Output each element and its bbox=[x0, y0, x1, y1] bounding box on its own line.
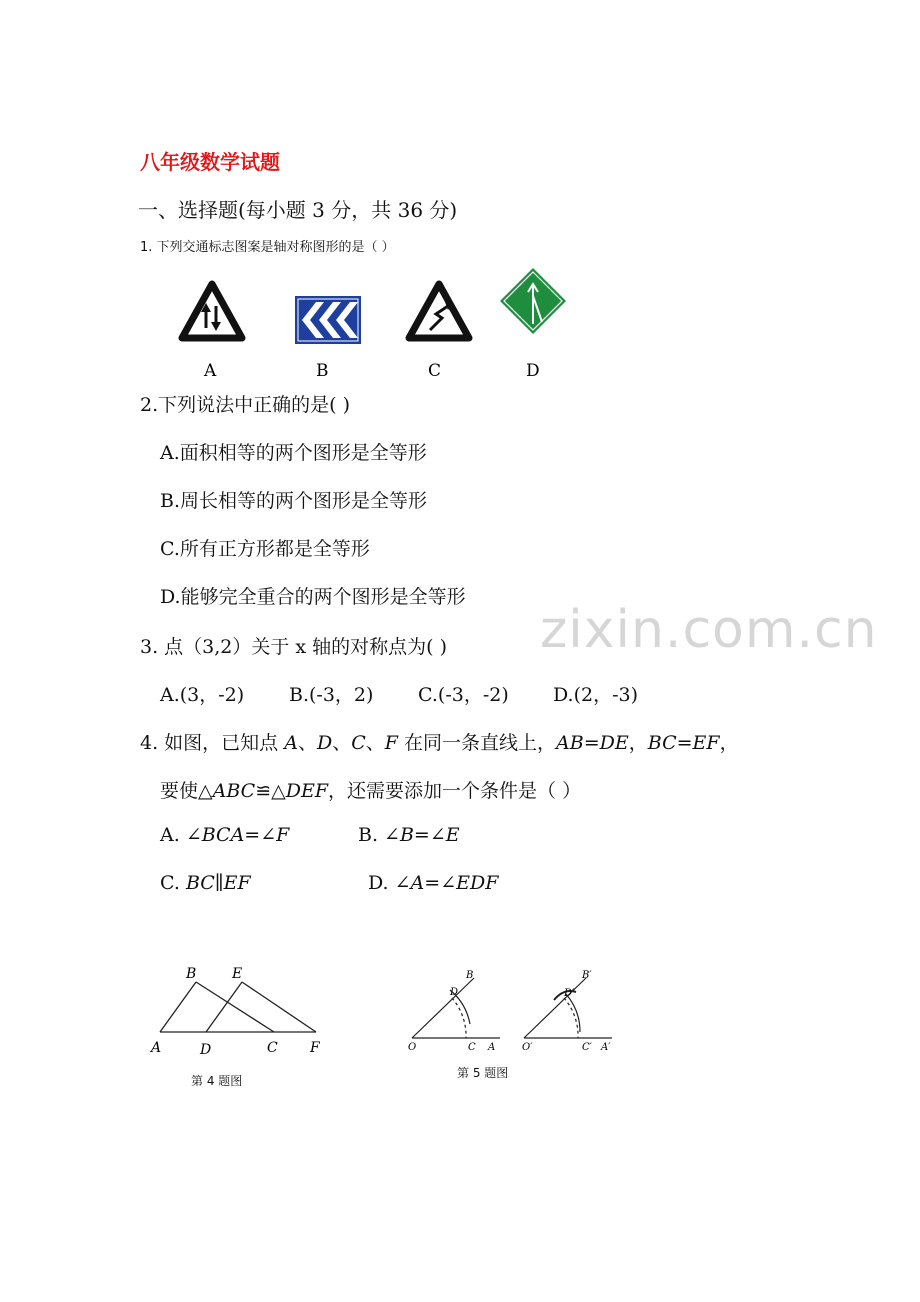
q4-option-c bbox=[160, 872, 251, 894]
question-2: 2.下列说法中正确的是( ) bbox=[140, 394, 350, 416]
fig5-label-a-prime: A′ bbox=[601, 1042, 611, 1053]
fig5-label-c: C bbox=[468, 1042, 476, 1053]
option-letter: B. bbox=[358, 824, 385, 846]
question-1: 1. 下列交通标志图案是轴对称图形的是（ ） bbox=[140, 240, 395, 255]
question-3: 3. 点（3,2）关于 x 轴的对称点为( ) bbox=[140, 636, 448, 658]
fig5-label-d-prime: D′ bbox=[564, 988, 575, 999]
fig5-label-b: B bbox=[466, 970, 474, 981]
option-text: ∠A=∠EDF bbox=[394, 872, 499, 894]
sign-label-c: C bbox=[428, 361, 442, 381]
two-way-traffic-icon bbox=[182, 284, 242, 338]
fig5-label-c-prime: C′ bbox=[582, 1042, 592, 1053]
section-heading: 一、选择题(每小题 3 分，共 36 分) bbox=[138, 198, 458, 222]
fig4-label-c: C bbox=[267, 1040, 278, 1056]
figure-4-caption: 第 4 题图 bbox=[191, 1074, 243, 1088]
option-letter: D. bbox=[368, 872, 395, 894]
question-4-line-1 bbox=[140, 728, 739, 755]
q2-option-c: C.所有正方形都是全等形 bbox=[160, 538, 370, 560]
q2-option-a: A.面积相等的两个图形是全等形 bbox=[160, 442, 427, 464]
q3-option-d: D.(2，-3) bbox=[553, 684, 639, 706]
q4-option-d bbox=[368, 872, 498, 894]
point-c-label: C bbox=[351, 732, 366, 754]
q3-option-c: C.(-3，-2) bbox=[418, 684, 509, 706]
point-a-label: A bbox=[284, 732, 298, 754]
sep: 、 bbox=[297, 732, 317, 754]
q4-option-a bbox=[160, 824, 289, 846]
fig5-label-d: D bbox=[450, 987, 459, 998]
fig5-label-a: A bbox=[488, 1042, 496, 1053]
figure-5 bbox=[404, 966, 624, 1058]
watermark: zixin.com.cn bbox=[540, 600, 878, 660]
merge-icon bbox=[500, 268, 566, 334]
question-4-line-2 bbox=[160, 776, 581, 803]
end: ， bbox=[719, 732, 739, 754]
fig5-label-o: O bbox=[408, 1042, 417, 1053]
sep: 、 bbox=[332, 732, 352, 754]
option-letter: C. bbox=[160, 872, 186, 894]
sign-label-b: B bbox=[316, 361, 329, 381]
fig4-label-a: A bbox=[151, 1040, 162, 1056]
q3-option-a: A.(3，-2) bbox=[160, 684, 245, 706]
eq-bc-ef: BC=EF bbox=[647, 732, 720, 754]
eq-ab-de: AB=DE bbox=[556, 732, 629, 754]
fig4-label-b: B bbox=[186, 966, 197, 982]
sep: 、 bbox=[365, 732, 385, 754]
q2-option-b: B.周长相等的两个图形是全等形 bbox=[160, 490, 428, 512]
comma: ， bbox=[628, 732, 648, 754]
q3-option-b: B.(-3，2) bbox=[289, 684, 374, 706]
point-f-label: F bbox=[384, 732, 398, 754]
fig4-label-e: E bbox=[232, 966, 243, 982]
triangle-def: DEF bbox=[285, 780, 329, 802]
figure-5-caption: 第 5 题图 bbox=[457, 1066, 509, 1080]
option-text: BC∥EF bbox=[185, 872, 251, 894]
q4-option-b bbox=[358, 824, 460, 846]
triangle-abc: ABC bbox=[212, 780, 256, 802]
fig4-label-f: F bbox=[310, 1040, 320, 1056]
option-text: ∠BCA=∠F bbox=[185, 824, 290, 846]
q2-option-d: D.能够完全重合的两个图形是全等形 bbox=[160, 586, 466, 608]
chevron-left-icon bbox=[295, 296, 361, 344]
option-letter: A. bbox=[160, 824, 186, 846]
figure-4 bbox=[148, 960, 338, 1060]
road-bend-icon bbox=[409, 284, 469, 338]
page-title: 八年级数学试题 bbox=[140, 150, 280, 174]
q4-line2-suffix: ，还需要添加一个条件是（ ） bbox=[328, 780, 582, 802]
q4-line2-prefix: 要使△ bbox=[160, 780, 213, 802]
congruent-sign: ≌△ bbox=[255, 780, 286, 802]
fig5-label-b-prime: B′ bbox=[582, 970, 592, 981]
sign-label-a: A bbox=[204, 361, 217, 381]
fig4-label-d: D bbox=[200, 1042, 212, 1058]
point-d-label: D bbox=[316, 732, 333, 754]
q4-mid: 在同一条直线上， bbox=[397, 732, 557, 754]
option-text: ∠B=∠E bbox=[384, 824, 460, 846]
traffic-signs bbox=[150, 262, 580, 381]
fig5-label-o-prime: O′ bbox=[522, 1042, 533, 1053]
q4-prefix: 4. 如图，已知点 bbox=[140, 732, 285, 754]
sign-label-d: D bbox=[526, 361, 540, 381]
